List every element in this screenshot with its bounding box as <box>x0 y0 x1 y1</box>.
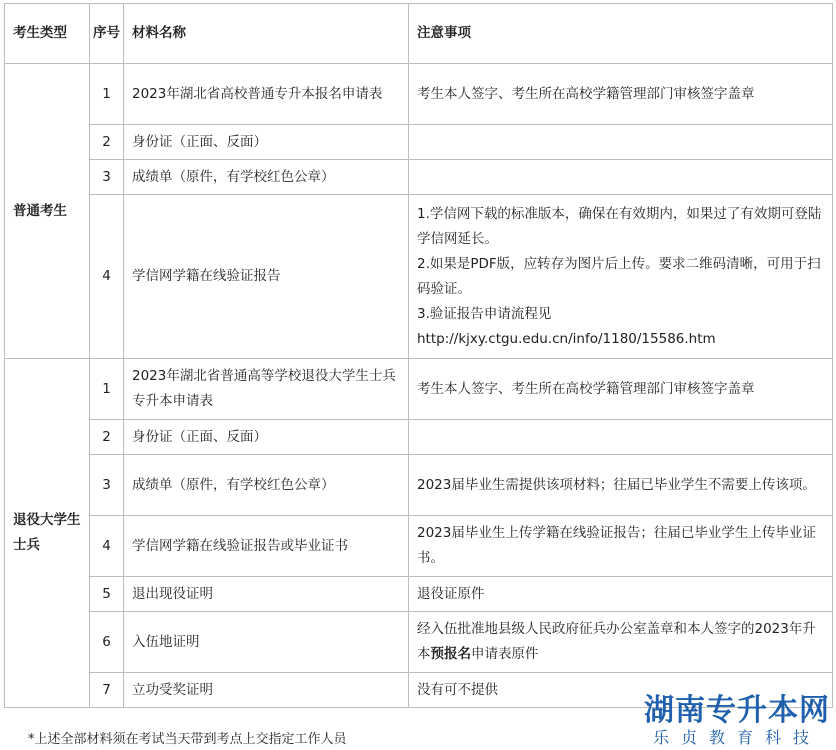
material-name: 2023年湖北省普通高等学校退役大学生士兵专升本申请表 <box>124 359 409 420</box>
material-name: 身份证（正面、反面） <box>124 125 409 160</box>
material-note: 退役证原件 <box>409 577 833 612</box>
note-text: 申请表原件 <box>471 646 539 662</box>
table-row <box>5 64 833 125</box>
row-num: 1 <box>90 359 124 420</box>
table-row <box>5 125 833 160</box>
material-name: 成绩单（原件，有学校红色公章） <box>124 160 409 195</box>
header-note: 注意事项 <box>409 4 833 64</box>
row-num: 4 <box>90 195 124 359</box>
watermark-title: 湖南专升本网 <box>644 693 830 728</box>
verification-link: http://kjxy.ctgu.edu.cn/info/1180/15586.htm <box>417 330 716 347</box>
type-cell-veteran: 退役大学生士兵 <box>5 359 90 708</box>
table-row <box>5 420 833 455</box>
row-num: 2 <box>90 420 124 455</box>
type-cell-regular: 普通考生 <box>5 64 90 359</box>
note-line: 2.如果是PDF版，应转存为图片后上传。要求二维码清晰，可用于扫码验证。 <box>417 255 821 297</box>
watermark-subtitle: 乐贞教育科技 <box>652 728 821 747</box>
material-name: 2023年湖北省高校普通专升本报名申请表 <box>124 64 409 125</box>
row-num: 6 <box>90 612 124 673</box>
table-row <box>5 577 833 612</box>
table-row <box>5 516 833 577</box>
row-num: 5 <box>90 577 124 612</box>
material-name: 入伍地证明 <box>124 612 409 673</box>
material-note <box>409 195 833 359</box>
row-num: 3 <box>90 455 124 516</box>
material-note: 2023届毕业生需提供该项材料；往届已毕业学生不需要上传该项。 <box>409 455 833 516</box>
material-note <box>409 160 833 195</box>
materials-table <box>4 3 833 708</box>
note-text: 经入伍批准地县级人民政府征兵办公室盖章和本人签字的2023年升本 <box>417 621 816 662</box>
table-row <box>5 195 833 359</box>
material-note: 2023届毕业生上传学籍在线验证报告；往届已毕业学生上传毕业证书。 <box>409 516 833 577</box>
header-row <box>5 4 833 64</box>
note-line: 1.学信网下载的标准版本，确保在有效期内，如果过了有效期可登陆学信网延长。 <box>417 205 822 247</box>
material-note: 考生本人签字、考生所在高校学籍管理部门审核签字盖章 <box>409 359 833 420</box>
material-name: 学信网学籍在线验证报告或毕业证书 <box>124 516 409 577</box>
row-num: 2 <box>90 125 124 160</box>
row-num: 4 <box>90 516 124 577</box>
watermark-logo <box>642 694 832 748</box>
row-num: 3 <box>90 160 124 195</box>
note-emphasis: 预报名 <box>430 646 471 662</box>
material-name: 退出现役证明 <box>124 577 409 612</box>
row-num: 1 <box>90 64 124 125</box>
table-row <box>5 612 833 673</box>
header-type: 考生类型 <box>5 4 90 64</box>
material-name: 身份证（正面、反面） <box>124 420 409 455</box>
table-row <box>5 359 833 420</box>
table-row <box>5 455 833 516</box>
header-name: 材料名称 <box>124 4 409 64</box>
material-note: 没有可不提供 <box>409 673 833 708</box>
material-note: 考生本人签字、考生所在高校学籍管理部门审核签字盖章 <box>409 64 833 125</box>
material-note <box>409 420 833 455</box>
material-note <box>409 125 833 160</box>
material-name: 立功受奖证明 <box>124 673 409 708</box>
material-name: 学信网学籍在线验证报告 <box>124 195 409 359</box>
material-name: 成绩单（原件，有学校红色公章） <box>124 455 409 516</box>
row-num: 7 <box>90 673 124 708</box>
header-num: 序号 <box>90 4 124 64</box>
table-row <box>5 160 833 195</box>
material-note <box>409 612 833 673</box>
note-line: 3.验证报告申请流程见 <box>417 305 552 322</box>
footnote: *上述全部材料须在考试当天带到考点上交指定工作人员 <box>28 732 347 747</box>
